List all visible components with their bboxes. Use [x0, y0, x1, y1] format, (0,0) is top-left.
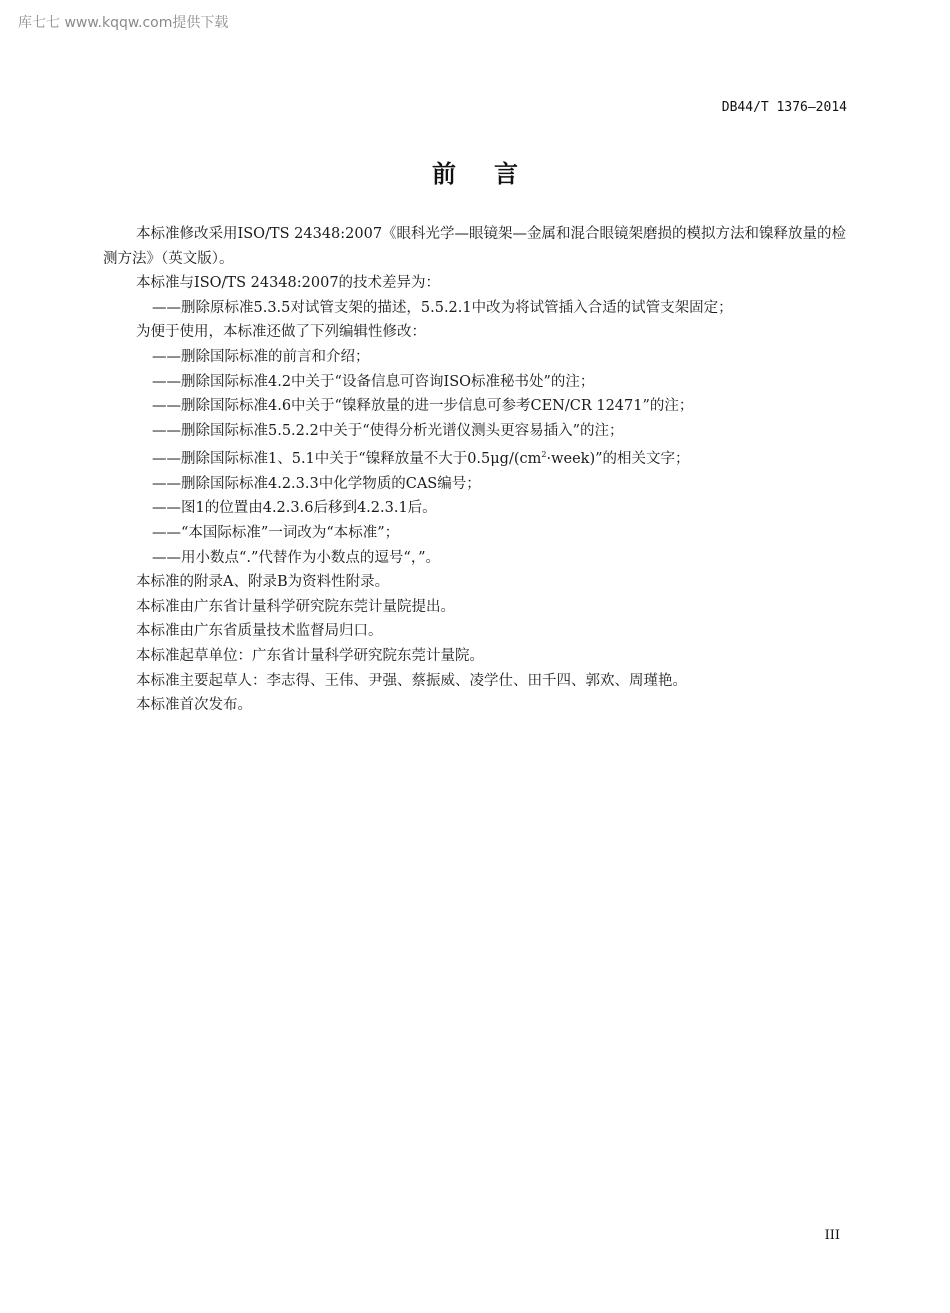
standard-code: DB44/T 1376—2014: [721, 100, 847, 115]
edit-list-item: ——删除国际标准4.6中关于“镍释放量的进一步信息可参考CEN/CR 12471”的注；: [152, 398, 694, 415]
edit-list-item: ——“本国际标准”一词改为“本标准”；: [152, 524, 400, 541]
edit-list-item: ——删除国际标准4.2中关于“设备信息可咨询ISO标准秘书处”的注；: [152, 373, 595, 390]
drafters-paragraph: 本标准主要起草人：李志得、王伟、尹强、蔡振威、凌学仕、田千四、郭欢、周瑾艳。: [136, 672, 687, 689]
diff-list-item: ——删除原标准5.3.5对试管支架的描述，5.5.2.1中改为将试管插入合适的试管支架固定；: [152, 299, 733, 316]
edit-list-item: [103, 443, 853, 471]
edit-list-item-text: ——删除国际标准1、5.1中关于“镍释放量不大于0.5μg/(cm: [152, 451, 542, 468]
intro-paragraph: 本标准修改采用ISO/TS 24348:2007《眼科光学—眼镜架—金属和混合眼镜架磨损的模拟方法和镍释放量的检测方法》（英文版）。: [103, 226, 847, 267]
annex-paragraph: 本标准的附录A、附录B为资料性附录。: [136, 574, 390, 591]
diff-heading: 本标准与ISO/TS 24348:2007的技术差异为：: [136, 275, 441, 292]
drafting-unit-paragraph: 本标准起草单位：广东省计量科学研究院东莞计量院。: [136, 647, 484, 664]
proposed-by-paragraph: 本标准由广东省计量科学研究院东莞计量院提出。: [136, 598, 455, 615]
edit-list-item: ——删除国际标准的前言和介绍；: [152, 348, 370, 365]
watermark-text: 库七七 www.kqqw.com提供下载: [18, 15, 229, 31]
superscript-exponent: 2: [541, 450, 547, 460]
first-release-paragraph: 本标准首次发布。: [136, 697, 252, 714]
edit-list-item: ——删除国际标准5.5.2.2中关于“使得分析光谱仪测头更容易插入”的注；: [152, 422, 624, 439]
edit-list-item-tail: ·week)”的相关文字；: [546, 451, 690, 468]
managed-by-paragraph: 本标准由广东省质量技术监督局归口。: [136, 623, 383, 640]
page-number: III: [824, 1228, 840, 1243]
edit-list-item: ——图1的位置由4.2.3.6后移到4.2.3.1后。: [152, 500, 437, 517]
edit-list-item: ——删除国际标准4.2.3.3中化学物质的CAS编号；: [152, 475, 481, 492]
page-title: 前言: [432, 160, 556, 188]
edit-heading: 为便于使用，本标准还做了下列编辑性修改：: [136, 324, 426, 341]
edit-list-item: ——用小数点“.”代替作为小数点的逗号“，”。: [152, 549, 441, 566]
foreword-body: [103, 222, 853, 718]
